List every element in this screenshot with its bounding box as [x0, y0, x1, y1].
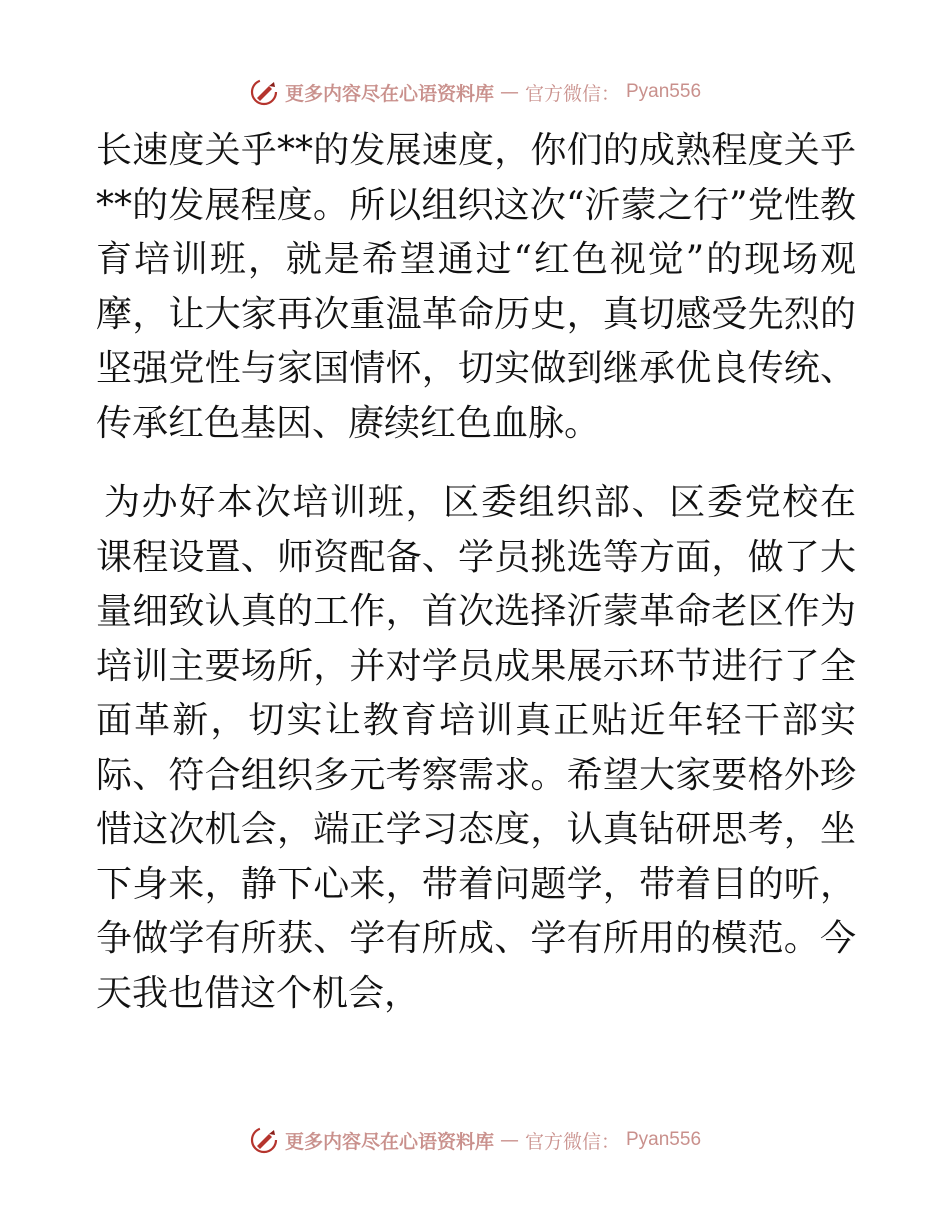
wechat-label: 官方微信：: [524, 82, 620, 105]
watermark-text: 更多内容尽在心语资料库: [284, 82, 494, 105]
wechat-id: Pyan556: [626, 1129, 702, 1150]
wechat-id: Pyan556: [626, 81, 702, 102]
header-watermark: [0, 72, 950, 112]
watermark-text: 更多内容尽在心语资料库: [284, 1130, 494, 1153]
paragraph: 为办好本次培训班，区委组织部、区委党校在课程设置、师资配备、学员挑选等方面，做了大量细致认真的工作，首次选择沂蒙革命老区作为培训主要场所，并对学员成果展示环节进行了全面革新，切实让教育培训真正贴近年轻干部实际、符合组织多元考察需求。希望大家要格外珍惜这次机会，端正学习态度，认真钻研思考，坐下身来，静下心来，带着问题学，带着目的听，争做学有所获、学有所成、学有所用的模范。今天我也借这个机会，: [96, 482, 856, 1014]
watermark-separator: —: [499, 81, 519, 103]
paragraph: 长速度关乎**的发展速度，你们的成熟程度关乎**的发展程度。所以组织这次“沂蒙之行”党性教育培训班，就是希望通过“红色视觉”的现场观摩，让大家再次重温革命历史，真切感受先烈的坚强党性与家国情怀，切实做到继承优良传统、传承红色基因、赓续红色血脉。: [96, 130, 856, 444]
wechat-label: 官方微信：: [524, 1130, 620, 1153]
document-body: [96, 124, 856, 1021]
watermark-separator: —: [499, 1129, 519, 1151]
quill-logo-icon: [249, 1125, 279, 1155]
quill-logo-icon: [249, 77, 279, 107]
footer-watermark: [0, 1120, 950, 1160]
